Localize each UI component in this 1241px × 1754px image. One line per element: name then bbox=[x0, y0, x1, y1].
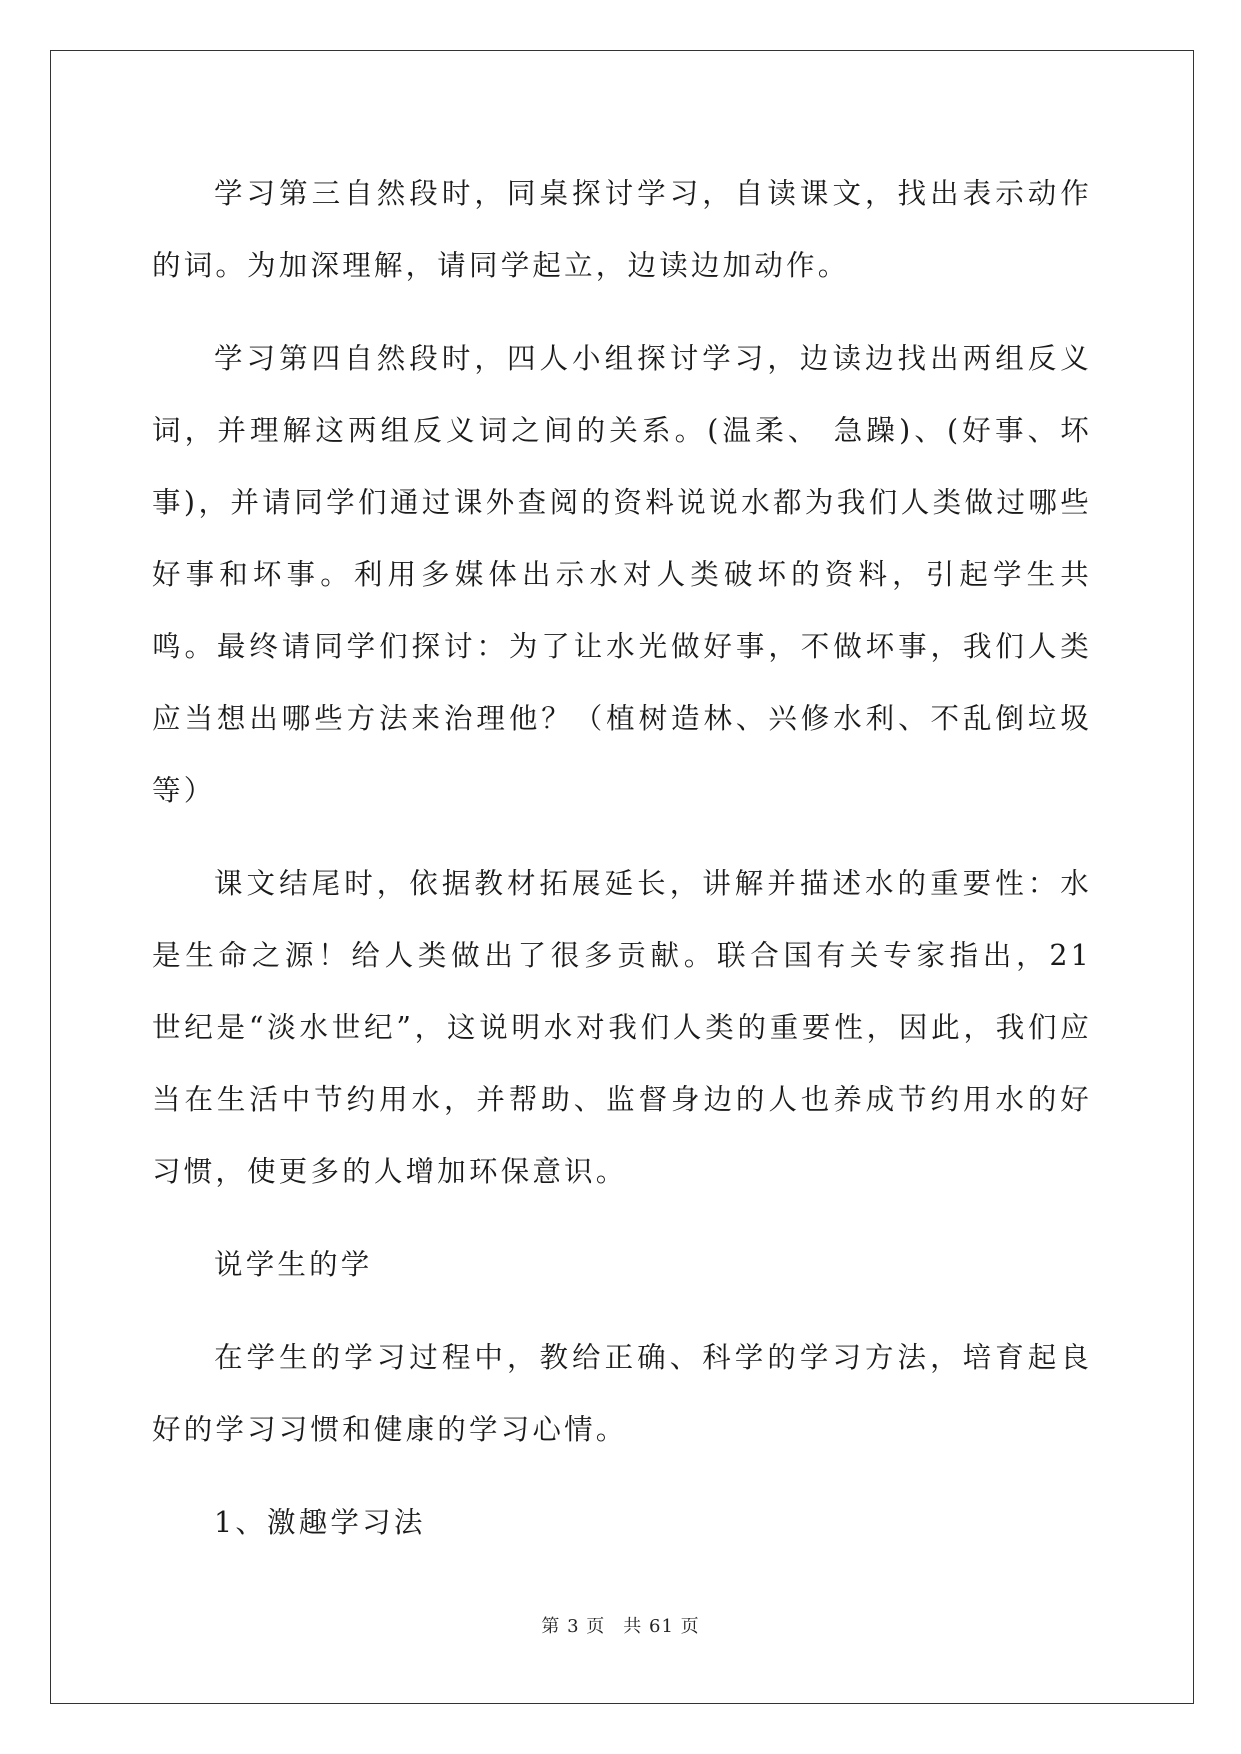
list-item-method-1: 1、激趣学习法 bbox=[214, 1506, 426, 1539]
page-number: 第 3 页 bbox=[541, 1616, 606, 1637]
document-body bbox=[152, 158, 1092, 1559]
page-footer bbox=[0, 1612, 1241, 1638]
paragraph-conclusion: 课文结尾时，依据教材拓展延长，讲解并描述水的重要性：水是生命之源！给人类做出了很多贡献。联合国有关专家指出，21 世纪是“淡水世纪”，这说明水对我们人类的重要性，因此，我们应当在生活中节约用水，并帮助、监督身边的人也养成节约用水的好习惯，使更多的人增加环保意识。 bbox=[152, 867, 1092, 1188]
paragraph-section-3: 学习第三自然段时，同桌探讨学习，自读课文，找出表示动作的词。为加深理解，请同学起立，边读边加动作。 bbox=[152, 177, 1092, 282]
paragraph-section-4: 学习第四自然段时，四人小组探讨学习，边读边找出两组反义词，并理解这两组反义词之间的关系。(温柔、 急躁)、(好事、坏事)，并请同学们通过课外查阅的资料说说水都为我们人类做过哪些好事和坏事。利用多媒体出示水对人类破坏的资料，引起学生共鸣。最终请同学们探讨：为了让水光做好事，不做坏事，我们人类应当想出哪些方法来治理他？（植树造林、兴修水利、不乱倒垃圾等） bbox=[152, 342, 1092, 807]
section-heading-student-learning: 说学生的学 bbox=[214, 1248, 373, 1281]
paragraph-learning-methods: 在学生的学习过程中，教给正确、科学的学习方法，培育起良好的学习习惯和健康的学习心情。 bbox=[152, 1341, 1092, 1446]
total-pages: 共 61 页 bbox=[623, 1616, 700, 1637]
